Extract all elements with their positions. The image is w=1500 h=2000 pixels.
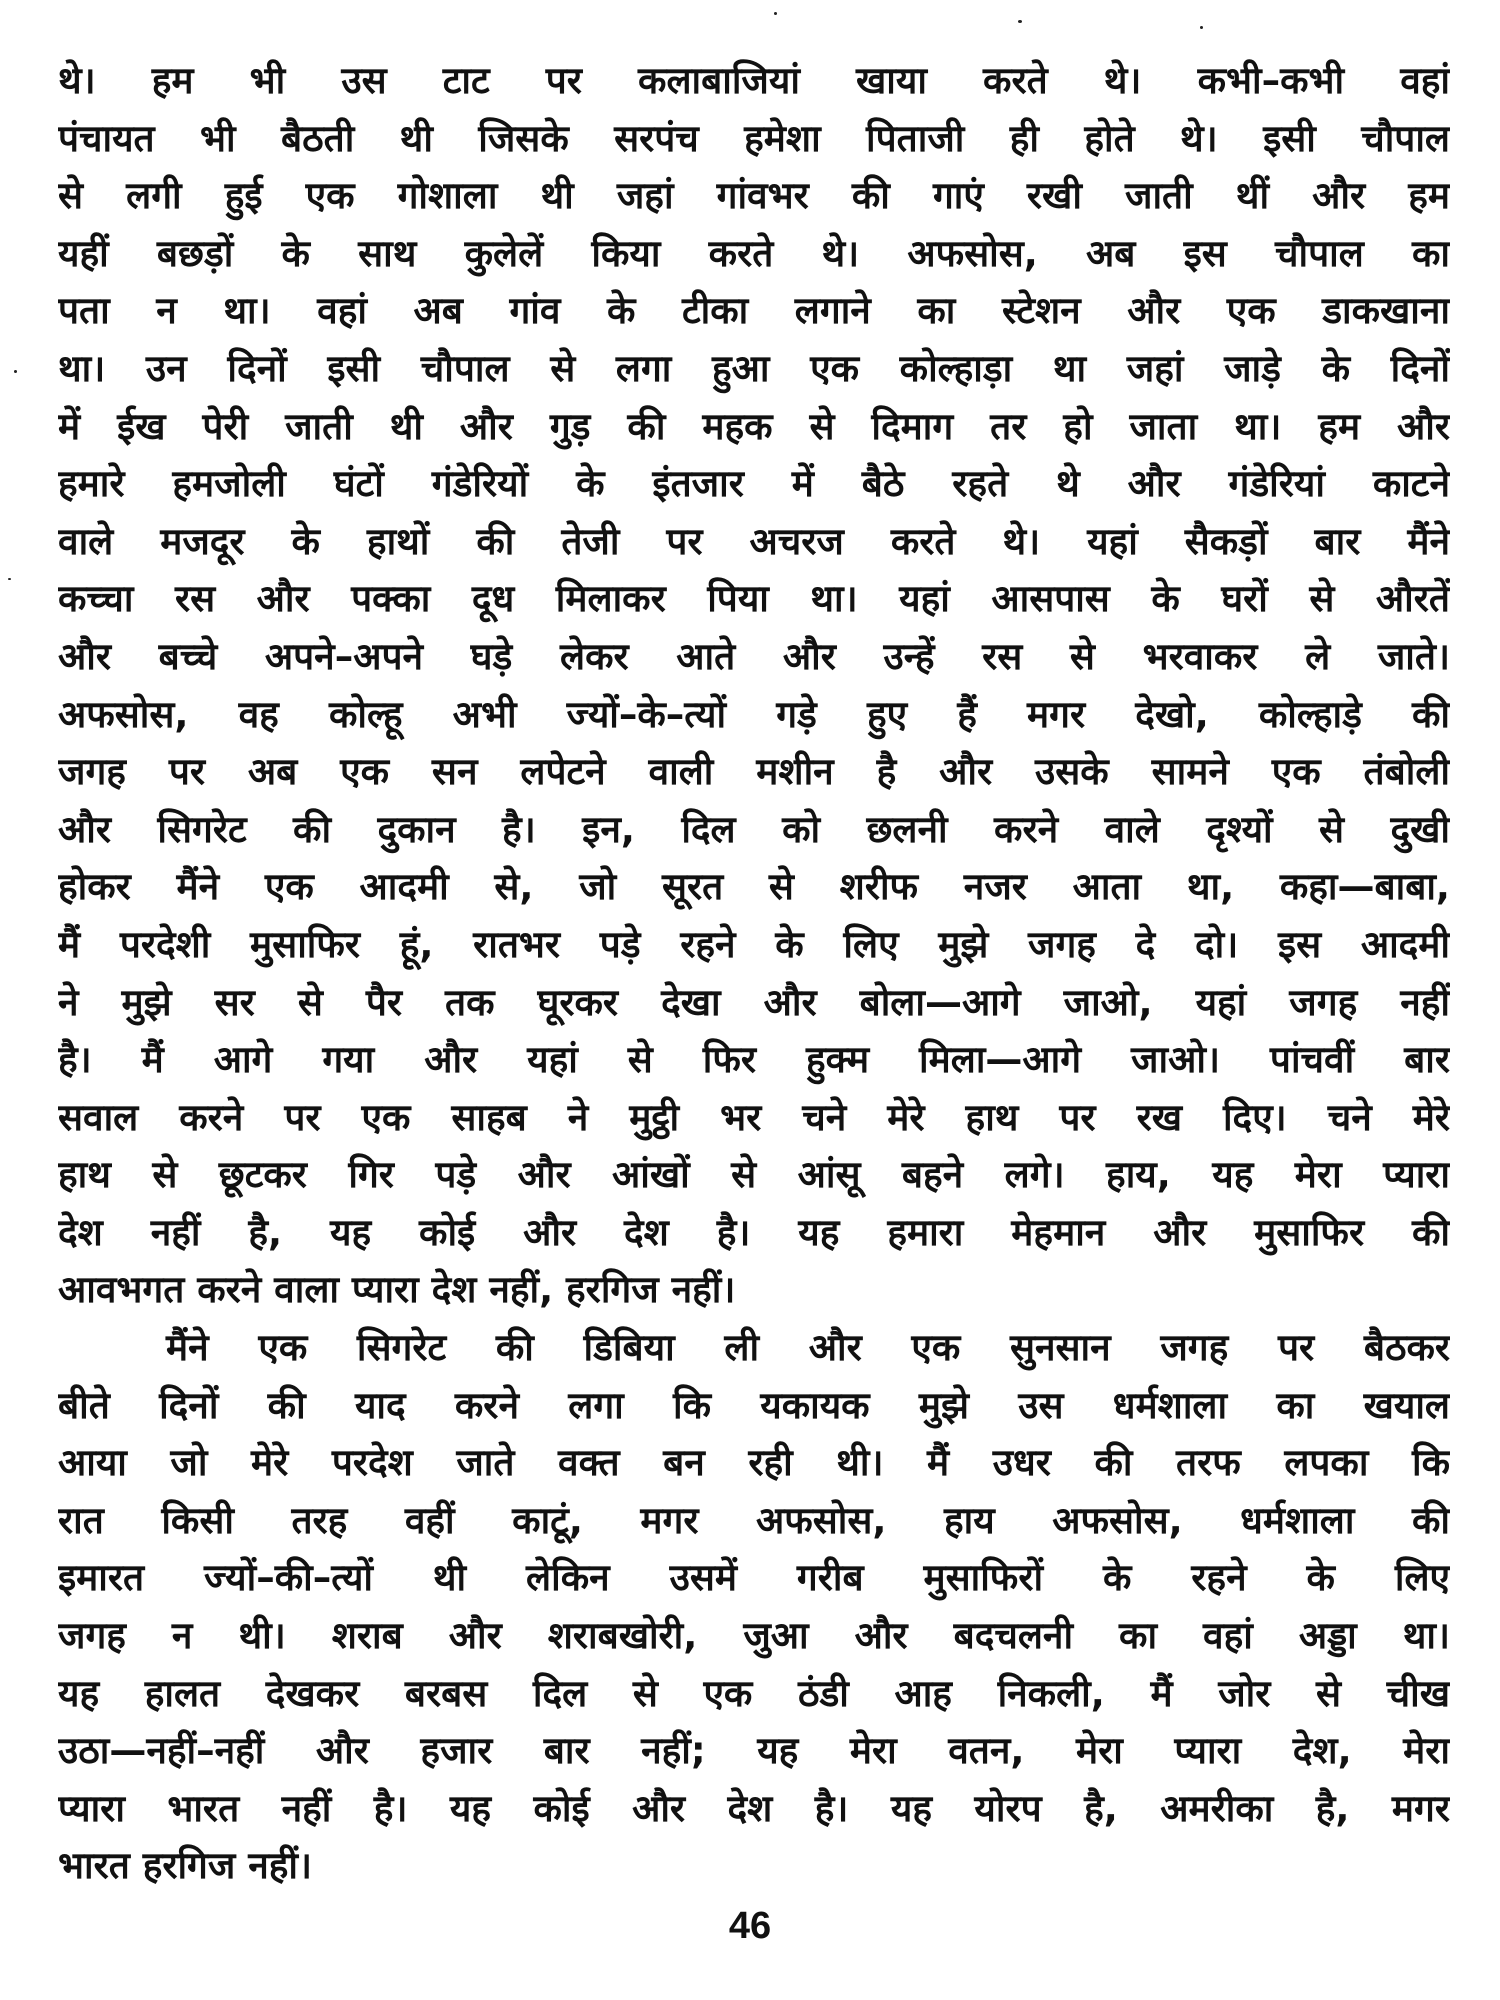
text-line: में ईख पेरी जाती थी और गुड़ की महक से दिमाग तर हो जाता था। हम और [58, 404, 1450, 448]
text-line: था। उन दिनों इसी चौपाल से लगा हुआ एक कोल्हाड़ा था जहां जाड़े के दिनों [58, 346, 1450, 390]
text-line: ने मुझे सर से पैर तक घूरकर देखा और बोला—आगे जाओ, यहां जगह नहीं [58, 980, 1450, 1024]
text-line: अफसोस, वह कोल्हू अभी ज्यों–के–त्यों गड़े हुए हैं मगर देखो, कोल्हाड़े की [58, 692, 1450, 736]
text-line: देश नहीं है, यह कोई और देश है। यह हमारा मेहमान और मुसाफिर की [58, 1210, 1450, 1254]
text-line: जगह न थी। शराब और शराबखोरी, जुआ और बदचलनी का वहां अड्डा था। [58, 1614, 1450, 1658]
text-line: और बच्चे अपने–अपने घड़े लेकर आते और उन्हें रस से भरवाकर ले जाते। [58, 634, 1450, 678]
paragraph-2 [58, 1319, 1450, 1895]
scan-speck [1200, 26, 1203, 29]
text-line: हमारे हमजोली घंटों गंडेरियों के इंतजार में बैठे रहते थे और गंडेरियां काटने [58, 462, 1450, 506]
text-line: है। मैं आगे गया और यहां से फिर हुक्म मिला—आगे जाओ। पांचवीं बार [58, 1038, 1450, 1082]
text-line: उठा—नहीं–नहीं और हजार बार नहीं; यह मेरा वतन, मेरा प्यारा देश, मेरा [58, 1729, 1450, 1773]
text-line: वाले मजदूर के हाथों की तेजी पर अचरज करते थे। यहां सैकड़ों बार मैंने [58, 519, 1450, 563]
text-line: यहीं बछड़ों के साथ कुलेलें किया करते थे। अफसोस, अब इस चौपाल का [58, 231, 1450, 275]
text-line: जगह पर अब एक सन लपेटने वाली मशीन है और उसके सामने एक तंबोली [58, 750, 1450, 794]
text-line: भारत हरगिज नहीं। [58, 1844, 313, 1888]
text-line: मैंने एक सिगरेट की डिबिया ली और एक सुनसान जगह पर बैठकर [166, 1326, 1450, 1370]
paragraph-1 [58, 52, 1450, 1319]
scan-speck [1018, 20, 1022, 23]
text-line: यह हालत देखकर बरबस दिल से एक ठंडी आह निकली, मैं जोर से चीख [58, 1671, 1450, 1715]
scan-speck [774, 12, 777, 15]
text-line: मैं परदेशी मुसाफिर हूं, रातभर पड़े रहने के लिए मुझे जगह दे दो। इस आदमी [58, 922, 1450, 966]
scan-speck [14, 370, 17, 373]
text-line: आवभगत करने वाला प्यारा देश नहीं, हरगिज नहीं। [58, 1268, 736, 1312]
text-line: आया जो मेरे परदेश जाते वक्त बन रही थी। मैं उधर की तरफ लपका कि [58, 1441, 1450, 1485]
text-line: होकर मैंने एक आदमी से, जो सूरत से शरीफ नजर आता था, कहा—बाबा, [58, 865, 1450, 909]
text-line: पता न था। वहां अब गांव के टीका लगाने का स्टेशन और एक डाकखाना [58, 289, 1450, 333]
text-line: प्यारा भारत नहीं है। यह कोई और देश है। यह योरप है, अमरीका है, मगर [58, 1786, 1450, 1830]
page-number: 46 [728, 1905, 772, 1947]
scan-speck [8, 578, 11, 580]
text-line: बीते दिनों की याद करने लगा कि यकायक मुझे उस धर्मशाला का खयाल [58, 1383, 1450, 1427]
body-text [58, 52, 1450, 1895]
text-line: थे। हम भी उस टाट पर कलाबाजियां खाया करते थे। कभी–कभी वहां [58, 59, 1450, 102]
text-line: इमारत ज्यों–की–त्यों थी लेकिन उसमें गरीब मुसाफिरों के रहने के लिए [58, 1556, 1450, 1600]
text-line: से लगी हुई एक गोशाला थी जहां गांवभर की गाएं रखी जाती थीं और हम [58, 174, 1450, 218]
text-line: और सिगरेट की दुकान है। इन, दिल को छलनी करने वाले दृश्यों से दुखी [58, 807, 1450, 851]
text-line: कच्चा रस और पक्का दूध मिलाकर पिया था। यहां आसपास के घरों से औरतें [58, 577, 1450, 621]
text-line: पंचायत भी बैठती थी जिसके सरपंच हमेशा पिताजी ही होते थे। इसी चौपाल [58, 116, 1450, 160]
text-line: सवाल करने पर एक साहब ने मुट्ठी भर चने मेरे हाथ पर रख दिए। चने मेरे [58, 1095, 1450, 1139]
text-line: हाथ से छूटकर गिर पड़े और आंखों से आंसू बहने लगे। हाय, यह मेरा प्यारा [58, 1153, 1450, 1197]
text-line: रात किसी तरह वहीं काटूं, मगर अफसोस, हाय अफसोस, धर्मशाला की [58, 1498, 1450, 1542]
